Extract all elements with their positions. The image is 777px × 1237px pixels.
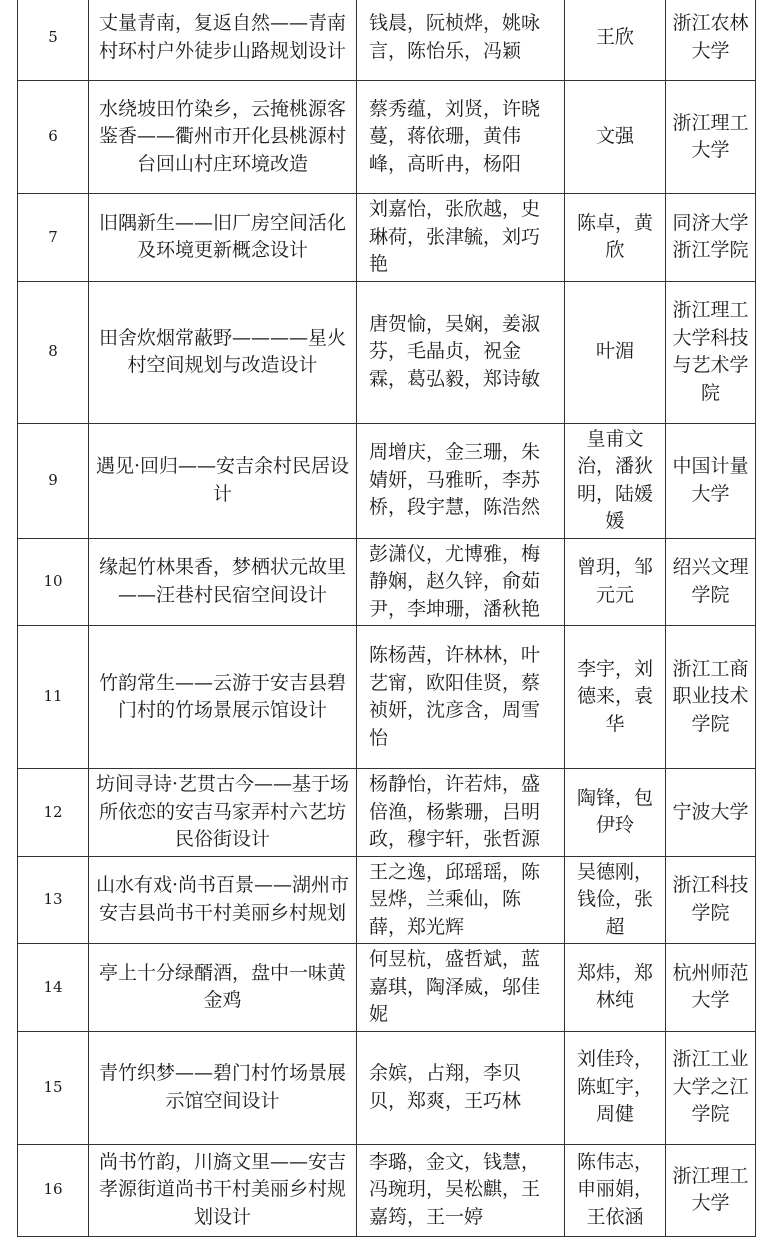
advisor-names: 叶湄 — [565, 281, 666, 423]
school-name: 绍兴文理学院 — [666, 538, 756, 626]
team-members: 蔡秀蕴，刘贤，许晓蔓，蒋依珊，黄伟峰，高昕冉，杨阳 — [357, 81, 565, 194]
row-number: 14 — [18, 944, 89, 1032]
advisor-names: 王欣 — [565, 0, 666, 81]
team-members: 杨静怡，许若炜，盛倍渔，杨紫珊，吕明政，穆宇轩，张哲源 — [357, 769, 565, 857]
row-number: 13 — [18, 856, 89, 944]
project-title: 旧隅新生——旧厂房空间活化及环境更新概念设计 — [89, 194, 357, 282]
table-row — [18, 423, 756, 538]
school-name: 浙江科技学院 — [666, 856, 756, 944]
row-number: 5 — [18, 0, 89, 81]
table-row — [18, 538, 756, 626]
project-title: 水绕坡田竹染乡，云掩桃源客鉴香——衢州市开化县桃源村台回山村庄环境改造 — [89, 81, 357, 194]
advisor-names: 吴德刚，钱俭，张超 — [565, 856, 666, 944]
awards-table — [17, 0, 756, 1237]
table-row — [18, 626, 756, 769]
advisor-names: 陈伟志，申丽娟，王依涵 — [565, 1144, 666, 1236]
school-name: 浙江理工大学 — [666, 1144, 756, 1236]
project-title: 青竹织梦——碧门村竹场景展示馆空间设计 — [89, 1031, 357, 1144]
team-members: 李璐，金文，钱慧，冯琬玥，吴松麒，王嘉筠，王一婷 — [357, 1144, 565, 1236]
team-members: 王之逸，邱瑶瑶，陈昱烨，兰乘仙，陈薛，郑光辉 — [357, 856, 565, 944]
team-members: 余嫔，占翔，李贝贝，郑爽，王巧林 — [357, 1031, 565, 1144]
row-number: 11 — [18, 626, 89, 769]
row-number: 16 — [18, 1144, 89, 1236]
school-name: 浙江理工大学科技与艺术学院 — [666, 281, 756, 423]
table-row — [18, 1031, 756, 1144]
table-row — [18, 944, 756, 1032]
advisor-names: 陈卓，黄欣 — [565, 194, 666, 282]
row-number: 8 — [18, 281, 89, 423]
project-title: 遇见·回归——安吉余村民居设计 — [89, 423, 357, 538]
school-name: 杭州师范大学 — [666, 944, 756, 1032]
advisor-names: 文强 — [565, 81, 666, 194]
school-name: 宁波大学 — [666, 769, 756, 857]
table-row — [18, 0, 756, 81]
school-name: 浙江农林大学 — [666, 0, 756, 81]
row-number: 9 — [18, 423, 89, 538]
table-row — [18, 194, 756, 282]
project-title: 亭上十分绿醑酒，盘中一味黄金鸡 — [89, 944, 357, 1032]
table-row — [18, 769, 756, 857]
advisor-names: 陶锋，包伊玲 — [565, 769, 666, 857]
row-number: 12 — [18, 769, 89, 857]
school-name: 浙江理工大学 — [666, 81, 756, 194]
table-body — [18, 0, 756, 1236]
school-name: 同济大学浙江学院 — [666, 194, 756, 282]
team-members: 钱晨，阮桢烨，姚咏言，陈怡乐，冯颖 — [357, 0, 565, 81]
school-name: 浙江工商职业技术学院 — [666, 626, 756, 769]
project-title: 竹韵常生——云游于安吉县碧门村的竹场景展示馆设计 — [89, 626, 357, 769]
row-number: 7 — [18, 194, 89, 282]
advisor-names: 皇甫文治，潘狄明，陆媛媛 — [565, 423, 666, 538]
team-members: 唐贺愉，吴娴，姜淑芬，毛晶贞，祝金霖，葛弘毅，郑诗敏 — [357, 281, 565, 423]
row-number: 10 — [18, 538, 89, 626]
table-row — [18, 1144, 756, 1236]
school-name: 浙江工业大学之江学院 — [666, 1031, 756, 1144]
row-number: 6 — [18, 81, 89, 194]
project-title: 坊间寻诗·艺贯古今——基于场所依恋的安吉马家弄村六艺坊民俗街设计 — [89, 769, 357, 857]
team-members: 周增庆，金三珊，朱婧妍，马雅昕，李苏桥，段宇慧，陈浩然 — [357, 423, 565, 538]
row-number: 15 — [18, 1031, 89, 1144]
table-row — [18, 81, 756, 194]
school-name: 中国计量大学 — [666, 423, 756, 538]
project-title: 田舍炊烟常蔽野————星火村空间规划与改造设计 — [89, 281, 357, 423]
advisor-names: 曾玥，邹元元 — [565, 538, 666, 626]
table-row — [18, 281, 756, 423]
project-title: 山水有戏·尚书百景——湖州市安吉县尚书干村美丽乡村规划 — [89, 856, 357, 944]
table-row — [18, 856, 756, 944]
advisor-names: 刘佳玲，陈虹宇，周健 — [565, 1031, 666, 1144]
project-title: 丈量青南，复返自然——青南村环村户外徒步山路规划设计 — [89, 0, 357, 81]
team-members: 陈杨茜，许林林，叶艺甯，欧阳佳贤，蔡祯妍，沈彦含，周雪怡 — [357, 626, 565, 769]
team-members: 刘嘉怡，张欣越，史琳荷，张津毓，刘巧艳 — [357, 194, 565, 282]
team-members: 何昱杭，盛哲斌，蓝嘉琪，陶泽威，邬佳妮 — [357, 944, 565, 1032]
team-members: 彭潇仪，尤博雅，梅静娴，赵久锌，俞茹尹，李坤珊，潘秋艳 — [357, 538, 565, 626]
advisor-names: 李宇，刘德来，袁华 — [565, 626, 666, 769]
project-title: 尚书竹韵，川旖文里——安吉孝源街道尚书干村美丽乡村规划设计 — [89, 1144, 357, 1236]
project-title: 缘起竹林果香，梦栖状元故里——汪巷村民宿空间设计 — [89, 538, 357, 626]
advisor-names: 郑炜，郑林纯 — [565, 944, 666, 1032]
